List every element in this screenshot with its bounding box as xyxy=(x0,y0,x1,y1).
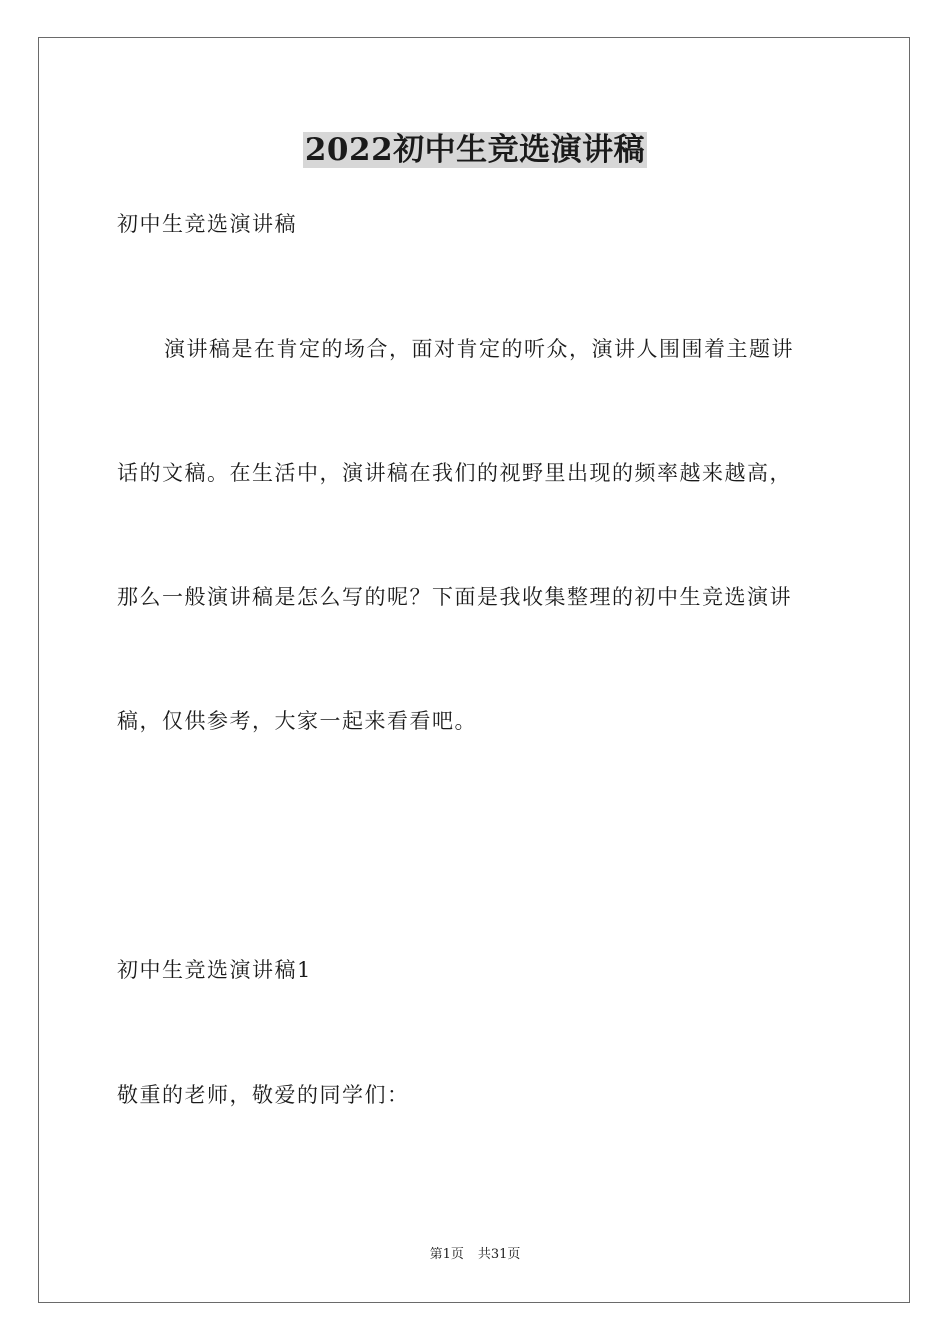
page-number: 第1页 xyxy=(429,1247,464,1262)
intro-paragraph-line: 话的文稿。在生活中，演讲稿在我们的视野里出现的频率越来越高， xyxy=(117,461,792,485)
intro-paragraph-line: 稿，仅供参考，大家一起来看看吧。 xyxy=(117,709,477,733)
document-title xyxy=(0,130,950,170)
section-heading: 初中生竞选演讲稿1 xyxy=(117,958,312,982)
page-total: 共31页 xyxy=(477,1247,521,1262)
intro-paragraph-line: 那么一般演讲稿是怎么写的呢？下面是我收集整理的初中生竞选演讲 xyxy=(117,585,792,609)
document-subtitle: 初中生竞选演讲稿 xyxy=(117,212,297,236)
intro-paragraph-line: 演讲稿是在肯定的场合，面对肯定的听众，演讲人围围着主题讲 xyxy=(164,337,794,361)
document-title-text: 2022初中生竞选演讲稿 xyxy=(304,132,646,168)
page-footer xyxy=(0,1246,950,1264)
greeting-text: 敬重的老师，敬爱的同学们： xyxy=(117,1083,410,1107)
